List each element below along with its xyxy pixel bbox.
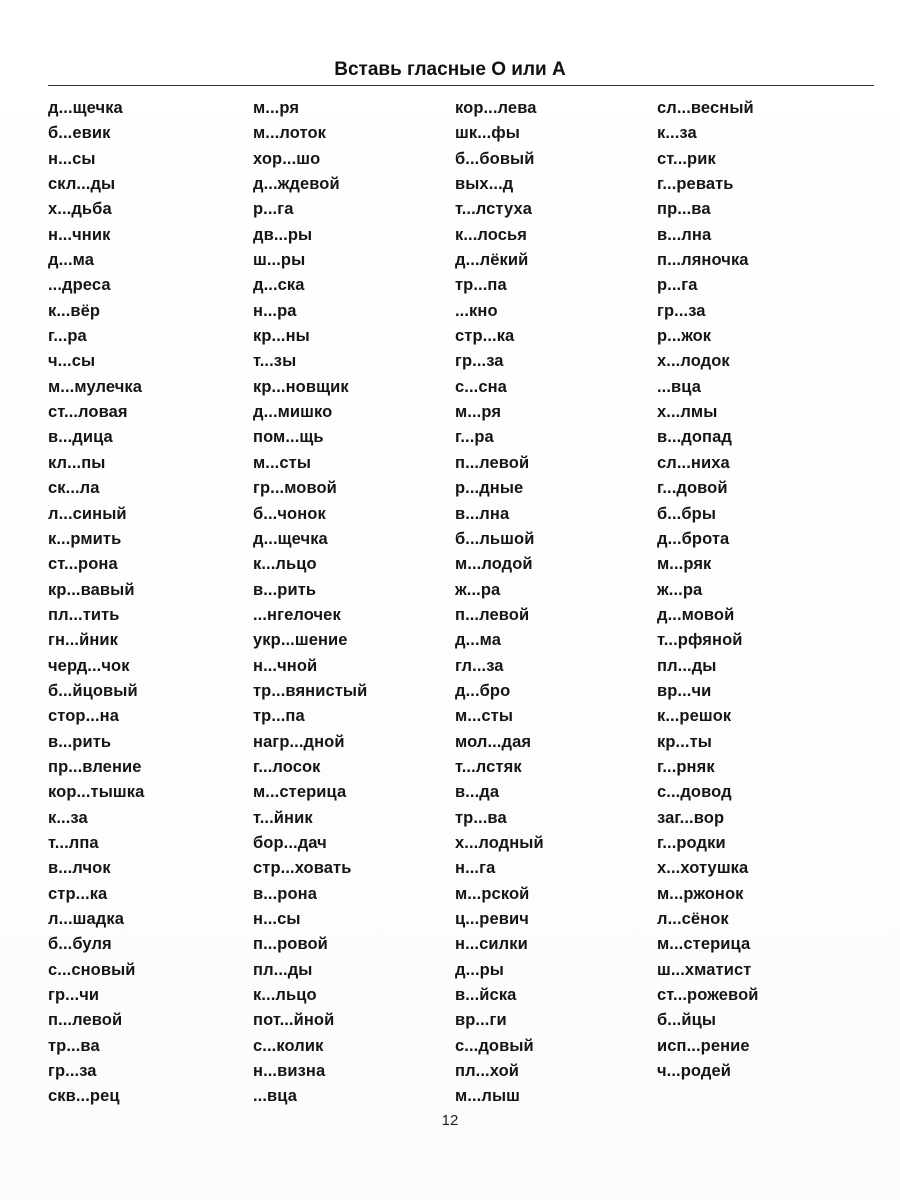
word-item: ...вца xyxy=(657,377,702,396)
word-item: стр...ка xyxy=(48,884,108,903)
word-item: т...лстяк xyxy=(455,757,522,776)
word-item: д...лёкий xyxy=(455,251,529,270)
word-column-3 xyxy=(455,96,655,1110)
word-item: стр...ховать xyxy=(253,859,352,878)
word-item: б...бры xyxy=(657,504,717,523)
word-item: кор...лева xyxy=(455,99,537,117)
word-item: д...ма xyxy=(48,251,94,270)
word-item: б...йцы xyxy=(657,1011,717,1030)
word-item: ц...ревич xyxy=(455,910,529,928)
word-item: ж...ра xyxy=(657,580,703,599)
word-item: с...довод xyxy=(657,783,732,802)
word-item: пл...хой xyxy=(455,1062,519,1081)
word-item: кр...ты xyxy=(657,732,712,751)
word-item: в...да xyxy=(455,783,500,802)
word-item: т...лстуха xyxy=(455,200,533,219)
word-item: с...довый xyxy=(455,1036,534,1055)
word-item: р...дные xyxy=(455,479,524,498)
word-item: ш...хматист xyxy=(657,960,752,979)
word-item: гл...за xyxy=(455,656,504,675)
word-item: шк...фы xyxy=(455,124,520,143)
word-item: х...лодный xyxy=(455,833,544,852)
word-item: р...жок xyxy=(657,327,712,346)
word-item: ...кно xyxy=(455,301,498,320)
word-item: гр...за xyxy=(48,1062,97,1081)
word-item: ч...сы xyxy=(48,352,96,371)
word-item: в...рить xyxy=(48,732,112,751)
word-item: к...за xyxy=(48,808,88,827)
word-item: в...лна xyxy=(657,225,712,244)
word-item: м...мулечка xyxy=(48,377,143,396)
word-item: л...сёнок xyxy=(657,910,729,928)
title-underline xyxy=(48,85,874,86)
word-item: д...ры xyxy=(455,960,504,979)
word-item: ш...ры xyxy=(253,251,306,270)
word-item: н...силки xyxy=(455,935,528,954)
word-item: х...хотушка xyxy=(657,859,749,878)
word-item: вр...ги xyxy=(455,1011,507,1030)
word-item: б...льшой xyxy=(455,529,535,548)
word-item: д...мишко xyxy=(253,403,333,422)
word-item: г...родки xyxy=(657,833,726,852)
word-item: в...лна xyxy=(455,504,510,523)
word-item: в...лчок xyxy=(48,859,111,878)
word-item: м...стерица xyxy=(657,935,751,954)
word-item: ...дреса xyxy=(48,276,111,295)
word-item: ч...родей xyxy=(657,1062,731,1081)
word-item: к...льцо xyxy=(253,986,317,1005)
word-item: п...ляночка xyxy=(657,251,749,270)
word-item: м...лыш xyxy=(455,1087,520,1106)
word-item: т...йник xyxy=(253,808,313,827)
word-item: в...рить xyxy=(253,580,317,599)
word-item: м...сты xyxy=(253,453,312,472)
word-item: ст...рик xyxy=(657,149,716,168)
word-item: б...чонок xyxy=(253,504,326,523)
word-item: вых...д xyxy=(455,175,514,194)
word-item: д...ждевой xyxy=(253,175,340,194)
word-item: г...довой xyxy=(657,479,728,498)
word-item: р...га xyxy=(253,200,294,219)
word-item: т...зы xyxy=(253,352,297,371)
word-item: кр...вавый xyxy=(48,580,135,599)
word-item: ст...рожевой xyxy=(657,986,759,1005)
word-item: ...нгелочек xyxy=(253,605,341,624)
word-item: сл...ниха xyxy=(657,453,730,472)
word-item: с...сновый xyxy=(48,960,136,979)
word-item: гн...йник xyxy=(48,631,119,650)
word-item: т...лпа xyxy=(48,833,99,852)
word-item: гр...чи xyxy=(48,986,100,1005)
word-item: тр...вянистый xyxy=(253,681,368,700)
word-item: н...га xyxy=(455,859,496,878)
word-item: н...визна xyxy=(253,1062,326,1081)
word-item: г...лосок xyxy=(253,757,321,776)
word-item: гр...мовой xyxy=(253,479,337,498)
word-item: ...вца xyxy=(253,1087,298,1106)
word-item: г...ра xyxy=(48,327,87,346)
word-item: пр...ва xyxy=(657,200,711,219)
word-column-2 xyxy=(253,96,453,1110)
word-item: кр...новщик xyxy=(253,377,349,396)
word-item: к...льцо xyxy=(253,555,317,574)
word-item: кор...тышка xyxy=(48,783,145,802)
word-item: д...щечка xyxy=(253,529,328,548)
word-item: с...сна xyxy=(455,377,507,396)
word-item: д...щечка xyxy=(48,99,123,117)
word-item: стр...ка xyxy=(455,327,515,346)
word-column-4 xyxy=(657,96,857,1084)
word-item: хор...шо xyxy=(253,149,321,168)
word-item: д...брота xyxy=(657,529,730,548)
word-item: д...бро xyxy=(455,681,511,700)
word-item: в...йска xyxy=(455,986,517,1005)
word-item: тр...па xyxy=(455,276,507,295)
word-item: вр...чи xyxy=(657,681,712,700)
word-column-1 xyxy=(48,96,248,1110)
word-item: д...ма xyxy=(455,631,501,650)
word-item: в...рона xyxy=(253,884,317,903)
word-item: т...рфяной xyxy=(657,631,743,650)
word-item: дв...ры xyxy=(253,225,313,244)
word-item: н...сы xyxy=(48,149,96,168)
word-item: м...ряк xyxy=(657,555,712,574)
word-item: кр...ны xyxy=(253,327,310,346)
word-item: н...ра xyxy=(253,301,297,320)
word-item: л...шадка xyxy=(48,910,124,928)
word-item: б...бовый xyxy=(455,149,535,168)
word-item: пот...йной xyxy=(253,1011,335,1030)
word-item: д...ска xyxy=(253,276,305,295)
word-item: к...лосья xyxy=(455,225,527,244)
word-item: м...рской xyxy=(455,884,530,903)
word-item: м...ря xyxy=(455,403,502,422)
word-item: н...чник xyxy=(48,225,111,244)
word-item: пр...вление xyxy=(48,757,142,776)
word-item: в...дица xyxy=(48,428,113,447)
word-item: гр...за xyxy=(657,301,706,320)
word-item: п...ровой xyxy=(253,935,328,954)
word-item: пл...ды xyxy=(657,656,717,675)
word-item: м...сты xyxy=(455,707,514,726)
word-item: н...сы xyxy=(253,910,301,928)
word-item: м...стерица xyxy=(253,783,347,802)
word-item: ж...ра xyxy=(455,580,501,599)
word-item: черд...чок xyxy=(48,656,130,675)
word-item: тр...ва xyxy=(48,1036,100,1055)
word-item: пом...щь xyxy=(253,428,324,447)
word-item: м...лоток xyxy=(253,124,326,143)
word-item: тр...па xyxy=(253,707,305,726)
word-item: гр...за xyxy=(455,352,504,371)
word-item: пл...ды xyxy=(253,960,313,979)
word-item: к...вёр xyxy=(48,301,101,320)
word-item: п...левой xyxy=(455,605,530,624)
word-item: исп...рение xyxy=(657,1036,750,1055)
word-item: л...синый xyxy=(48,504,127,523)
word-item: заг...вор xyxy=(657,808,725,827)
word-item: бор...дач xyxy=(253,833,327,852)
word-item: р...га xyxy=(657,276,698,295)
page-number: 12 xyxy=(441,1112,459,1129)
word-item: с...колик xyxy=(253,1036,324,1055)
word-item: к...решок xyxy=(657,707,732,726)
word-item: х...лмы xyxy=(657,403,718,422)
word-item: г...ревать xyxy=(657,175,734,194)
word-item: б...буля xyxy=(48,935,112,954)
word-item: б...евик xyxy=(48,124,111,143)
word-item: м...ря xyxy=(253,99,300,117)
word-item: укр...шение xyxy=(253,631,348,650)
word-item: скв...рец xyxy=(48,1087,120,1106)
word-item: г...рняк xyxy=(657,757,715,776)
word-item: кл...пы xyxy=(48,453,106,472)
word-item: х...лодок xyxy=(657,352,730,371)
word-item: скл...ды xyxy=(48,175,116,194)
word-item: сл...весный xyxy=(657,99,754,117)
word-item: б...йцовый xyxy=(48,681,138,700)
word-item: м...ржонок xyxy=(657,884,744,903)
word-item: н...чной xyxy=(253,656,318,675)
word-item: ст...рона xyxy=(48,555,118,574)
word-item: тр...ва xyxy=(455,808,507,827)
word-item: г...ра xyxy=(455,428,494,447)
word-item: мол...дая xyxy=(455,732,532,751)
word-item: пл...тить xyxy=(48,605,120,624)
word-item: стор...на xyxy=(48,707,119,726)
word-item: к...за xyxy=(657,124,697,143)
word-item: д...мовой xyxy=(657,605,735,624)
word-item: нагр...дной xyxy=(253,732,345,751)
word-item: ст...ловая xyxy=(48,403,128,422)
word-item: м...лодой xyxy=(455,555,533,574)
word-item: х...дьба xyxy=(48,200,112,219)
word-item: к...рмить xyxy=(48,529,122,548)
word-item: п...левой xyxy=(455,453,530,472)
word-item: ск...ла xyxy=(48,479,100,498)
word-item: в...допад xyxy=(657,428,732,447)
word-item: п...левой xyxy=(48,1011,123,1030)
page-title: Вставь гласные О или А xyxy=(334,59,566,80)
